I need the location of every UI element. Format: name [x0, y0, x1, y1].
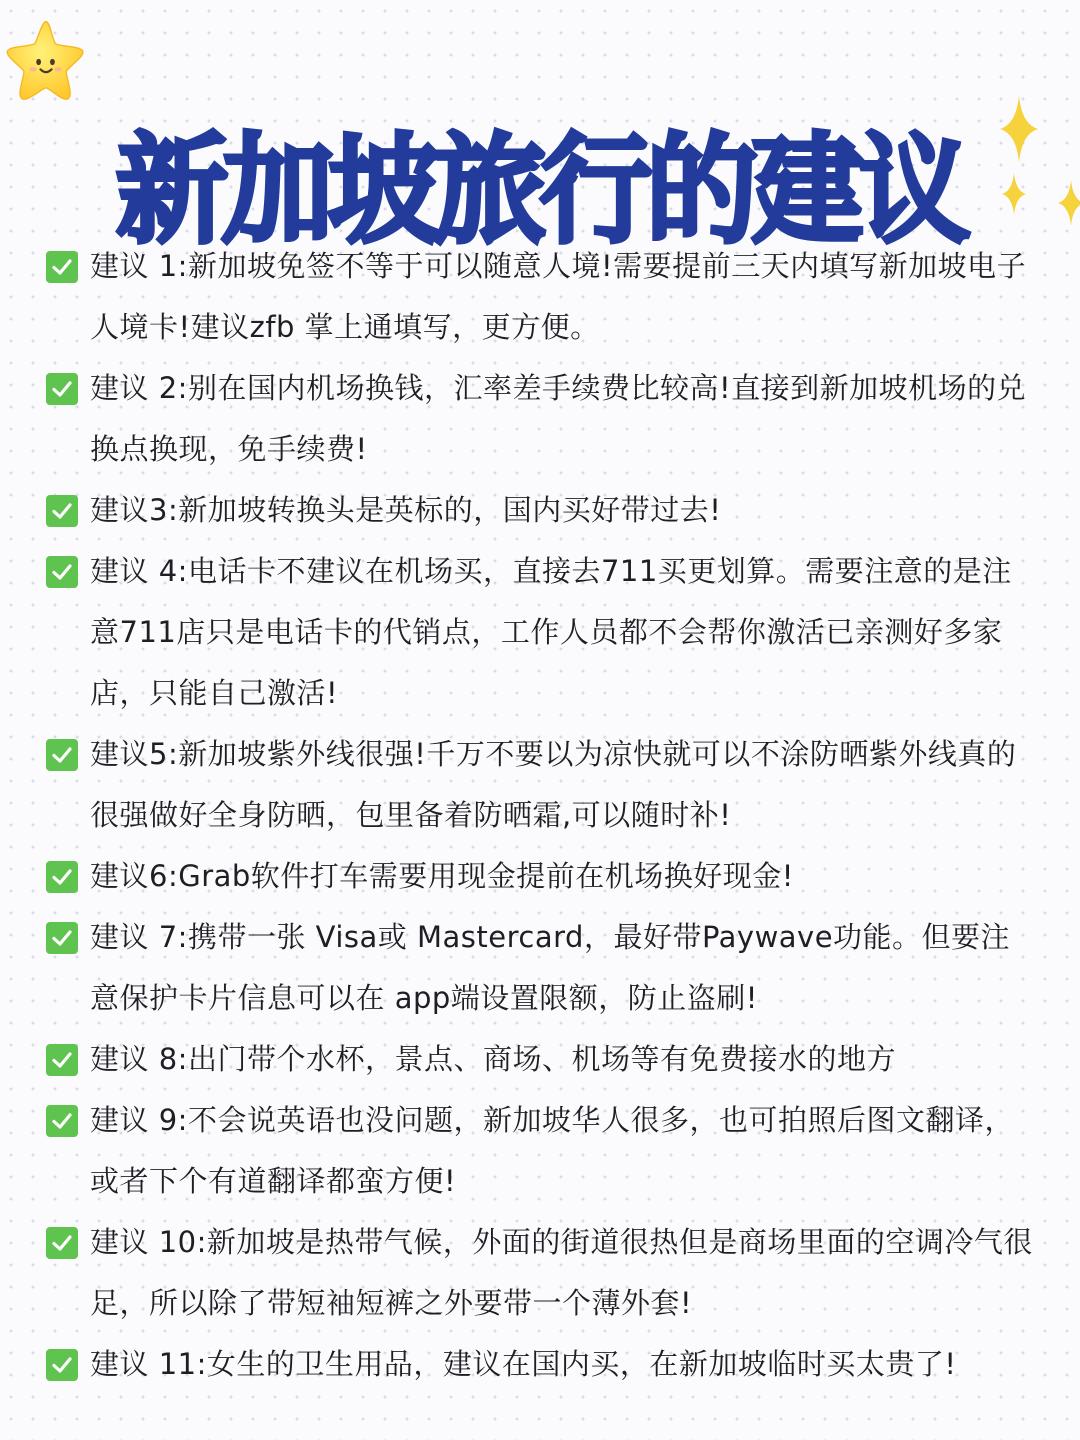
check-box-icon: [46, 495, 78, 527]
sparkle-icon: [1058, 168, 1080, 238]
check-box-icon: [46, 1105, 78, 1137]
list-item: [46, 846, 1036, 907]
list-item: [46, 480, 1036, 541]
check-box-icon: [46, 1044, 78, 1076]
tip-text: 建议 10:新加坡是热带气候，外面的街道很热但是商场里面的空调冷气很足，所以除了带短袖短裤之外要带一个薄外套!: [90, 1225, 1033, 1320]
check-box-icon: [46, 251, 78, 283]
list-item: [46, 236, 1036, 358]
list-item: [46, 724, 1036, 846]
check-box-icon: [46, 373, 78, 405]
list-item: [46, 541, 1036, 724]
list-item: [46, 1334, 1036, 1395]
tip-text: 建议 11:女生的卫生用品，建议在国内买，在新加坡临时买太贵了!: [90, 1347, 957, 1381]
tip-text: 建议 9:不会说英语也没问题，新加坡华人很多，也可拍照后图文翻译，或者下个有道翻译都蛮方便!: [90, 1103, 1014, 1198]
tip-text: 建议 7:携带一张 Visa或 Mastercard，最好带Paywave功能。但要注意保护卡片信息可以在 app端设置限额，防止盗刷!: [90, 920, 1011, 1015]
page-title: 新加坡旅行的建议: [116, 122, 964, 260]
sparkle-icon: [1000, 94, 1038, 164]
check-box-icon: [46, 861, 78, 893]
check-box-icon: [46, 1227, 78, 1259]
check-box-icon: [46, 556, 78, 588]
tip-text: 建议 4:电话卡不建议在机场买，直接去711买更划算。需要注意的是注意711店只是电话卡的代销点，工作人员都不会帮你激活已亲测好多家店，只能自己激活!: [90, 554, 1012, 710]
check-box-icon: [46, 922, 78, 954]
tip-text: 建议 8:出门带个水杯，景点、商场、机场等有免费接水的地方: [90, 1042, 896, 1076]
smiling-star-icon: [0, 16, 92, 108]
list-item: [46, 1212, 1036, 1334]
tip-text: 建议 2:别在国内机场换钱，汇率差手续费比较高!直接到新加坡机场的兑换点换现，免手续费!: [90, 371, 1027, 466]
tip-text: 建议 1:新加坡免签不等于可以随意人境!需要提前三天内填写新加坡电子人境卡!建议zfb 掌上通填写，更方便。: [90, 249, 1027, 344]
list-item: [46, 1029, 1036, 1090]
tip-text: 建议6:Grab软件打车需要用现金提前在机场换好现金!: [90, 859, 794, 893]
tip-text: 建议5:新加坡紫外线很强!千万不要以为凉快就可以不涂防晒紫外线真的很强做好全身防晒，包里备着防晒霜,可以随时补!: [90, 737, 1017, 832]
check-box-icon: [46, 739, 78, 771]
list-item: [46, 358, 1036, 480]
tips-list: [46, 236, 1036, 1395]
list-item: [46, 1090, 1036, 1212]
sparkle-icon: [1002, 172, 1026, 216]
check-box-icon: [46, 1349, 78, 1381]
tip-text: 建议3:新加坡转换头是英标的，国内买好带过去!: [90, 493, 722, 527]
list-item: [46, 907, 1036, 1029]
